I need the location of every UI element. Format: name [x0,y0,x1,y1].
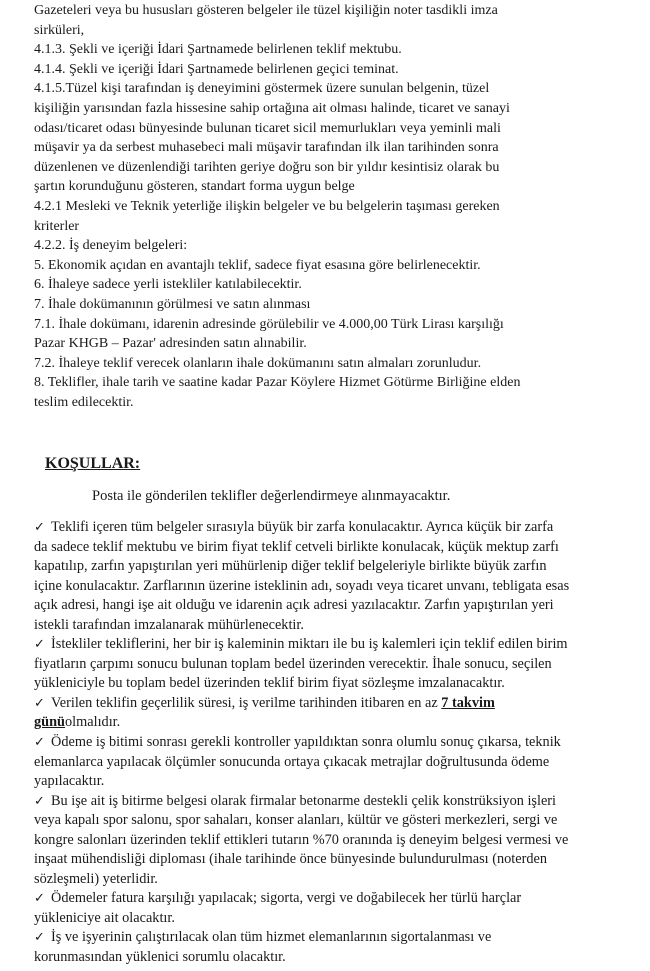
condition-line: da sadece teklif mektubu ve birim fiyat teklif cetveli birlikte konulacak, küçük mektup zarfı [34,538,559,555]
condition-line [34,889,626,909]
text-line: 5. Ekonomik açıdan en avantajlı teklif, sadece fiyat esasına göre belirlenecektir. [34,257,481,273]
postal-note: Posta ile gönderilen teklifler değerlendirmeye alınmayacaktır. [92,488,451,504]
condition-line [34,713,626,733]
condition-line [34,928,626,948]
condition-text: Teklifi içeren tüm belgeler sırasıyla büyük bir zarfa konulacaktır. Ayrıca küçük bir zarfa [51,519,554,535]
condition-line: kongre salonları üzerinden teklif ettikleri tutarın %70 oranında iş deneyim belgesi vermesi ve [34,831,569,848]
text-line: 4.2.2. İş deneyim belgeleri: [34,238,188,254]
condition-text: Bu işe ait iş bitirme belgesi olarak firmalar betonarme destekli çelik konstrüksiyon işleri [51,792,557,809]
condition-line: açık adresi, hangi işe ait olduğu ve idarenin açık adresi yazılacaktır. Zarfın yapıştırılan yeri [34,597,554,614]
condition-line: istekli tarafından imzalanarak mühürlenecektir. [34,616,304,633]
check-icon: ✓ [34,637,45,653]
text-line: teslim edilecektir. [34,394,134,410]
text-line: şartın korunduğunu gösteren, standart forma uygun belge [34,179,355,195]
condition-line: veya kapalı spor salonu, spor sahaları, konser alanları, kültür ve gösteri merkezleri, sergi ve [34,812,558,829]
check-icon: ✓ [34,930,45,946]
condition-text: İş ve işyerinin çalıştırılacak olan tüm hizmet elemanlarının sigortalanması ve [51,929,492,946]
check-icon: ✓ [34,695,45,711]
text-line: 7.2. İhaleye teklif verecek olanların ihale dokümanını satın almaları zorunludur. [34,355,482,371]
text-line: müşavir ya da serbest muhasebeci mali müşavir tarafından ilk ilan tarihinden sonra [34,140,499,156]
condition-line: inşaat mühendisliği diploması (ihale tarihinde önce bünyesinde bulundurulması (noterden [34,851,547,868]
condition-line: korunmasından yüklenici sorumlu olacaktır. [34,949,286,966]
condition-line [34,694,626,714]
check-icon: ✓ [34,891,45,907]
text-line: 7. İhale dokümanının görülmesi ve satın alınması [34,296,311,312]
validity-unit: günü [34,714,66,731]
conditions-list [34,518,626,968]
check-icon: ✓ [34,735,45,751]
text-line: 8. Teklifler, ihale tarih ve saatine kadar Pazar Köylere Hizmet Götürme Birliğine elden [34,375,521,391]
tender-requirements [34,1,624,412]
text-line: düzenlenen ve düzenlendiği tarihten geriye doğru son bir yıldır kesintisiz olarak bu [34,159,500,175]
text-line: kişiliğin yarısından fazla hissesine sahip ortağına ait olması halinde, ticaret ve sanayi [34,100,510,116]
condition-line [34,518,626,538]
text-line: 4.1.3. Şekli ve içeriği İdari Şartnamede belirlenen teklif mektubu. [34,42,402,58]
condition-line: yapılacaktır. [34,773,105,790]
text-line: Pazar KHGB – Pazar' adresinden satın alınabilir. [34,336,307,352]
text-line: sirküleri, [34,22,85,38]
condition-line: içine konulacaktır. Zarflarının üzerine isteklinin adı, soyadı veya ticaret unvanı, tebligata esas [34,577,570,594]
text-line: 4.2.1 Mesleki ve Teknik yeterliğe ilişkin belgeler ve bu belgelerin taşıması gereken [34,198,500,214]
validity-period: 7 takvim [441,694,495,711]
condition-text: İstekliler tekliflerini, her bir iş kaleminin miktarı ile bu iş kalemleri için teklif edilen birim [51,636,568,653]
text-line: odası/ticaret odası bünyesinde bulunan ticaret sicil memurlukları veya yeminli mali [34,120,501,136]
condition-line [34,635,626,655]
text-line: 7.1. İhale dokümanı, idarenin adresinde görülebilir ve 4.000,00 Türk Lirası karşılığı [34,316,504,332]
check-icon: ✓ [34,793,45,809]
condition-text: Ödeme iş bitimi sonrası gerekli kontroller yapıldıktan sonra olumlu sonuç çıkarsa, teknik [51,734,561,751]
condition-line [34,792,626,812]
conditions-heading: KOŞULLAR: [45,455,141,472]
condition-line: kapatılıp, zarfın yapıştırılan yeri mühürlenip diğer teklif belgeleriyle birlikte büyük zarfın [34,558,547,575]
text-line: 6. İhaleye sadece yerli istekliler katılabilecektir. [34,277,302,293]
check-icon: ✓ [34,520,45,535]
text-line: Gazeteleri veya bu hususları gösteren belgeler ile tüzel kişiliğin noter tasdikli imza [34,3,498,18]
condition-text: olmalıdır. [65,714,121,731]
text-line: kriterler [34,218,80,234]
condition-line: yükleniciyle bu toplam bedel üzerinden teklif birim fiyat sözleşme imzalanacaktır. [34,675,505,692]
condition-text: Verilen teklifin geçerlilik süresi, iş verilme tarihinden itibaren en az [51,694,442,711]
condition-text: Ödemeler fatura karşılığı yapılacak; sigorta, vergi ve doğabilecek her türlü harçlar [51,890,522,907]
condition-line: sözleşmeli) yeterlidir. [34,870,158,887]
condition-line: fiyatların çarpımı sonucu bulunan toplam bedel üzerinden verecektir. İhale sonucu, seçilen [34,655,552,672]
text-line: 4.1.5.Tüzel kişi tarafından iş deneyimini göstermek üzere sunulan belgenin, tüzel [34,81,490,97]
condition-line: elemanlarca yapılacak ölçümler sonucunda ortaya çıkacak metrajlar doğrultusunda ödeme [34,753,550,770]
condition-line: yükleniciye ait olacaktır. [34,909,175,926]
text-line: 4.1.4. Şekli ve içeriği İdari Şartnamede belirlenen geçici teminat. [34,61,399,77]
condition-line [34,733,626,753]
